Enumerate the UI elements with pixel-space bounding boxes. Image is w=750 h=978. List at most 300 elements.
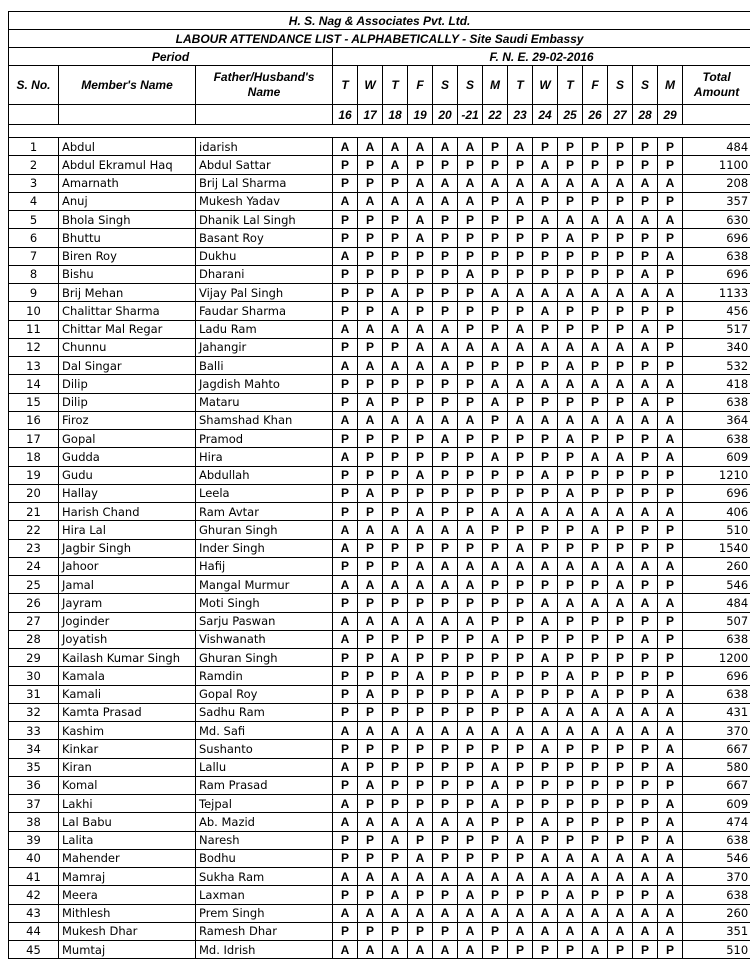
serial-number: 5	[9, 211, 59, 229]
attendance-mark: A	[358, 941, 383, 959]
attendance-mark: A	[408, 211, 433, 229]
attendance-mark: A	[558, 849, 583, 867]
serial-number: 11	[9, 320, 59, 338]
attendance-mark: P	[533, 776, 558, 794]
attendance-mark: P	[508, 357, 533, 375]
attendance-mark: P	[608, 247, 633, 265]
serial-number: 15	[9, 393, 59, 411]
attendance-mark: A	[533, 813, 558, 831]
attendance-mark: A	[333, 138, 358, 156]
attendance-mark: A	[608, 594, 633, 612]
attendance-mark: P	[583, 156, 608, 174]
total-amount: 638	[683, 393, 750, 411]
attendance-mark: A	[608, 557, 633, 575]
table-row	[9, 192, 750, 210]
attendance-mark: A	[433, 941, 458, 959]
attendance-mark: A	[658, 831, 683, 849]
attendance-mark: P	[583, 320, 608, 338]
attendance-mark: A	[533, 904, 558, 922]
attendance-mark: P	[358, 229, 383, 247]
attendance-mark: P	[433, 594, 458, 612]
total-amount: 1133	[683, 284, 750, 302]
attendance-mark: P	[358, 795, 383, 813]
attendance-mark: A	[458, 265, 483, 283]
attendance-mark: A	[458, 886, 483, 904]
attendance-mark: P	[458, 740, 483, 758]
attendance-mark: P	[458, 776, 483, 794]
attendance-mark: P	[458, 484, 483, 502]
attendance-mark: A	[483, 284, 508, 302]
member-name: Kashim	[59, 722, 196, 740]
attendance-mark: P	[358, 284, 383, 302]
attendance-mark: P	[633, 247, 658, 265]
father-name: Basant Roy	[196, 229, 333, 247]
member-name: Mumtaj	[59, 941, 196, 959]
attendance-mark: P	[558, 685, 583, 703]
total-amount: 340	[683, 338, 750, 356]
weekday-header: T	[508, 66, 533, 105]
attendance-mark: P	[408, 740, 433, 758]
attendance-mark: P	[408, 758, 433, 776]
attendance-mark: A	[658, 211, 683, 229]
serial-number: 6	[9, 229, 59, 247]
attendance-mark: P	[508, 612, 533, 630]
attendance-mark: P	[483, 192, 508, 210]
weekday-header: M	[483, 66, 508, 105]
attendance-mark: P	[558, 795, 583, 813]
attendance-mark: A	[408, 229, 433, 247]
attendance-mark: A	[558, 375, 583, 393]
date-header: 16	[333, 105, 358, 125]
table-row	[9, 411, 750, 429]
attendance-mark: P	[508, 229, 533, 247]
attendance-mark: A	[333, 411, 358, 429]
attendance-mark: P	[608, 156, 633, 174]
attendance-mark: P	[658, 138, 683, 156]
attendance-mark: P	[358, 630, 383, 648]
total-amount: 484	[683, 594, 750, 612]
table-row	[9, 448, 750, 466]
attendance-mark: P	[533, 430, 558, 448]
attendance-mark: A	[383, 138, 408, 156]
attendance-mark: P	[608, 831, 633, 849]
serial-number: 40	[9, 849, 59, 867]
attendance-mark: P	[433, 886, 458, 904]
attendance-mark: P	[383, 393, 408, 411]
attendance-mark: P	[433, 503, 458, 521]
father-name: Gopal Roy	[196, 685, 333, 703]
attendance-mark: A	[383, 156, 408, 174]
attendance-mark: A	[383, 192, 408, 210]
attendance-mark: P	[508, 667, 533, 685]
attendance-mark: P	[333, 886, 358, 904]
attendance-mark: P	[408, 265, 433, 283]
attendance-mark: P	[508, 813, 533, 831]
total-amount: 630	[683, 211, 750, 229]
attendance-mark: P	[408, 430, 433, 448]
attendance-mark: P	[458, 831, 483, 849]
attendance-mark: A	[383, 722, 408, 740]
attendance-mark: P	[433, 375, 458, 393]
attendance-mark: A	[333, 868, 358, 886]
attendance-mark: P	[408, 649, 433, 667]
attendance-mark: P	[508, 941, 533, 959]
attendance-mark: P	[458, 466, 483, 484]
attendance-mark: P	[433, 156, 458, 174]
attendance-mark: P	[533, 357, 558, 375]
attendance-mark: A	[408, 612, 433, 630]
attendance-mark: P	[433, 247, 458, 265]
attendance-mark: P	[583, 776, 608, 794]
attendance-mark: A	[508, 284, 533, 302]
attendance-mark: A	[608, 703, 633, 721]
serial-number: 14	[9, 375, 59, 393]
period-value: F. N. E. 29-02-2016	[333, 48, 750, 66]
total-amount: 696	[683, 265, 750, 283]
attendance-mark: P	[458, 302, 483, 320]
member-name: Lalita	[59, 831, 196, 849]
attendance-mark: A	[558, 211, 583, 229]
attendance-mark: P	[583, 612, 608, 630]
attendance-mark: A	[458, 922, 483, 940]
attendance-mark: P	[558, 302, 583, 320]
attendance-mark: P	[508, 393, 533, 411]
attendance-mark: A	[608, 411, 633, 429]
attendance-mark: P	[508, 466, 533, 484]
attendance-mark: A	[583, 849, 608, 867]
attendance-mark: P	[408, 594, 433, 612]
weekday-header: T	[558, 66, 583, 105]
attendance-mark: A	[658, 375, 683, 393]
father-name: Pramod	[196, 430, 333, 448]
attendance-mark: P	[358, 448, 383, 466]
attendance-mark: P	[333, 776, 358, 794]
attendance-mark: A	[508, 557, 533, 575]
serial-number: 35	[9, 758, 59, 776]
attendance-mark: A	[508, 922, 533, 940]
attendance-mark: A	[508, 904, 533, 922]
attendance-mark: P	[583, 758, 608, 776]
total-amount: 406	[683, 503, 750, 521]
attendance-mark: P	[408, 831, 433, 849]
attendance-mark: P	[333, 229, 358, 247]
attendance-mark: P	[433, 740, 458, 758]
father-name: Sadhu Ram	[196, 703, 333, 721]
attendance-mark: A	[358, 138, 383, 156]
attendance-mark: P	[333, 302, 358, 320]
attendance-mark: P	[358, 375, 383, 393]
serial-number: 37	[9, 795, 59, 813]
total-amount: 1210	[683, 466, 750, 484]
attendance-mark: P	[533, 576, 558, 594]
serial-number: 30	[9, 667, 59, 685]
attendance-mark: P	[358, 703, 383, 721]
attendance-mark: A	[333, 904, 358, 922]
attendance-mark: A	[458, 722, 483, 740]
member-name: Lakhi	[59, 795, 196, 813]
attendance-mark: P	[358, 831, 383, 849]
total-amount: 351	[683, 922, 750, 940]
table-row	[9, 393, 750, 411]
attendance-mark: P	[333, 375, 358, 393]
father-name: Mukesh Yadav	[196, 192, 333, 210]
attendance-mark: A	[433, 411, 458, 429]
attendance-mark: P	[458, 630, 483, 648]
attendance-mark: A	[633, 320, 658, 338]
attendance-mark: P	[508, 576, 533, 594]
attendance-mark: P	[583, 484, 608, 502]
serial-number: 24	[9, 557, 59, 575]
attendance-mark: A	[358, 320, 383, 338]
attendance-mark: P	[433, 466, 458, 484]
attendance-mark: A	[383, 886, 408, 904]
attendance-mark: P	[583, 831, 608, 849]
attendance-mark: P	[458, 795, 483, 813]
weekday-header: S	[608, 66, 633, 105]
attendance-mark: A	[658, 685, 683, 703]
attendance-mark: P	[633, 941, 658, 959]
serial-number: 36	[9, 776, 59, 794]
attendance-mark: A	[483, 393, 508, 411]
attendance-mark: P	[408, 375, 433, 393]
table-row	[9, 776, 750, 794]
table-row	[9, 941, 750, 959]
attendance-mark: P	[358, 430, 383, 448]
attendance-mark: P	[533, 393, 558, 411]
attendance-mark: A	[483, 375, 508, 393]
period-label: Period	[9, 48, 333, 66]
total-amount: 1100	[683, 156, 750, 174]
attendance-mark: P	[483, 594, 508, 612]
weekday-header: F	[408, 66, 433, 105]
attendance-mark: P	[533, 685, 558, 703]
total-amount: 418	[683, 375, 750, 393]
attendance-mark: A	[633, 211, 658, 229]
attendance-mark: A	[533, 922, 558, 940]
attendance-mark: A	[433, 138, 458, 156]
attendance-mark: A	[658, 594, 683, 612]
attendance-mark: A	[608, 375, 633, 393]
attendance-mark: P	[383, 630, 408, 648]
total-amount: 667	[683, 776, 750, 794]
attendance-mark: P	[608, 393, 633, 411]
attendance-mark: P	[358, 649, 383, 667]
attendance-mark: A	[633, 393, 658, 411]
attendance-mark: A	[333, 813, 358, 831]
attendance-mark: A	[633, 284, 658, 302]
member-name: Brij Mehan	[59, 284, 196, 302]
attendance-mark: P	[433, 649, 458, 667]
attendance-mark: P	[608, 685, 633, 703]
attendance-mark: A	[558, 667, 583, 685]
blank-cell	[196, 105, 333, 125]
attendance-mark: A	[483, 685, 508, 703]
attendance-mark: P	[658, 941, 683, 959]
attendance-mark: P	[383, 247, 408, 265]
table-row	[9, 904, 750, 922]
total-amount: 431	[683, 703, 750, 721]
attendance-mark: A	[533, 284, 558, 302]
table-row	[9, 466, 750, 484]
attendance-mark: A	[333, 357, 358, 375]
attendance-mark: A	[608, 338, 633, 356]
attendance-mark: P	[458, 247, 483, 265]
attendance-mark: P	[358, 922, 383, 940]
attendance-mark: A	[508, 338, 533, 356]
attendance-mark: P	[633, 813, 658, 831]
member-name: Kamta Prasad	[59, 703, 196, 721]
father-name: Tejpal	[196, 795, 333, 813]
attendance-mark: P	[433, 284, 458, 302]
attendance-mark: P	[333, 265, 358, 283]
attendance-mark: A	[408, 576, 433, 594]
attendance-mark: P	[508, 448, 533, 466]
attendance-mark: P	[408, 393, 433, 411]
attendance-mark: A	[633, 338, 658, 356]
attendance-mark: A	[633, 503, 658, 521]
attendance-mark: P	[383, 740, 408, 758]
attendance-mark: P	[658, 776, 683, 794]
member-name: Abdul	[59, 138, 196, 156]
attendance-mark: P	[433, 703, 458, 721]
attendance-mark: A	[358, 192, 383, 210]
member-name: Mahender	[59, 849, 196, 867]
blank-cell	[59, 105, 196, 125]
father-name: Vijay Pal Singh	[196, 284, 333, 302]
attendance-mark: A	[508, 375, 533, 393]
attendance-mark: P	[558, 630, 583, 648]
attendance-mark: P	[633, 576, 658, 594]
member-name: Bhuttu	[59, 229, 196, 247]
attendance-mark: P	[483, 649, 508, 667]
attendance-mark: P	[658, 612, 683, 630]
attendance-mark: P	[658, 393, 683, 411]
father-name: Hafij	[196, 557, 333, 575]
father-name: Brij Lal Sharma	[196, 174, 333, 192]
attendance-mark: P	[633, 138, 658, 156]
attendance-mark: A	[658, 922, 683, 940]
weekday-header: T	[383, 66, 408, 105]
attendance-mark: A	[533, 849, 558, 867]
serial-number: 17	[9, 430, 59, 448]
serial-number: 7	[9, 247, 59, 265]
date-header: 18	[383, 105, 408, 125]
attendance-mark: A	[433, 868, 458, 886]
serial-number: 43	[9, 904, 59, 922]
attendance-mark: P	[358, 539, 383, 557]
attendance-mark: P	[633, 667, 658, 685]
serial-number: 32	[9, 703, 59, 721]
attendance-mark: P	[583, 649, 608, 667]
attendance-mark: P	[458, 649, 483, 667]
member-name: Kamali	[59, 685, 196, 703]
attendance-mark: P	[408, 484, 433, 502]
father-name: Vishwanath	[196, 630, 333, 648]
attendance-mark: A	[358, 393, 383, 411]
attendance-mark: P	[508, 430, 533, 448]
father-name: Ladu Ram	[196, 320, 333, 338]
attendance-mark: P	[658, 192, 683, 210]
weekday-header: W	[358, 66, 383, 105]
attendance-mark: P	[383, 922, 408, 940]
attendance-mark: A	[583, 338, 608, 356]
attendance-mark: A	[633, 722, 658, 740]
attendance-mark: A	[558, 174, 583, 192]
attendance-mark: P	[633, 795, 658, 813]
attendance-mark: A	[383, 904, 408, 922]
attendance-mark: A	[533, 174, 558, 192]
attendance-mark: P	[633, 466, 658, 484]
serial-number: 41	[9, 868, 59, 886]
attendance-mark: P	[658, 576, 683, 594]
attendance-mark: A	[508, 174, 533, 192]
attendance-mark: P	[458, 156, 483, 174]
date-header: -21	[458, 105, 483, 125]
attendance-mark: A	[533, 722, 558, 740]
attendance-mark: A	[583, 594, 608, 612]
father-name: Balli	[196, 357, 333, 375]
attendance-mark: P	[608, 667, 633, 685]
date-header: 24	[533, 105, 558, 125]
attendance-mark: P	[408, 776, 433, 794]
member-name: Jamal	[59, 576, 196, 594]
attendance-mark: P	[383, 375, 408, 393]
total-amount: 510	[683, 521, 750, 539]
attendance-mark: A	[408, 557, 433, 575]
attendance-mark: A	[333, 521, 358, 539]
attendance-mark: P	[508, 156, 533, 174]
attendance-mark: P	[608, 630, 633, 648]
serial-number: 27	[9, 612, 59, 630]
attendance-mark: P	[558, 156, 583, 174]
attendance-mark: A	[358, 411, 383, 429]
member-name-header: Member's Name	[59, 66, 196, 105]
table-row	[9, 868, 750, 886]
attendance-mark: A	[383, 302, 408, 320]
date-header: 19	[408, 105, 433, 125]
attendance-mark: A	[358, 685, 383, 703]
serial-number: 4	[9, 192, 59, 210]
father-name: Abdullah	[196, 466, 333, 484]
attendance-mark: P	[358, 740, 383, 758]
serial-number: 10	[9, 302, 59, 320]
attendance-mark: P	[533, 758, 558, 776]
father-name: Mataru	[196, 393, 333, 411]
attendance-mark: A	[458, 411, 483, 429]
attendance-mark: P	[408, 703, 433, 721]
date-header: 22	[483, 105, 508, 125]
attendance-mark: P	[583, 430, 608, 448]
attendance-mark: A	[658, 868, 683, 886]
member-name: Hira Lal	[59, 521, 196, 539]
attendance-mark: A	[433, 722, 458, 740]
attendance-mark: P	[658, 667, 683, 685]
table-row	[9, 813, 750, 831]
father-name: Ram Prasad	[196, 776, 333, 794]
attendance-mark: P	[433, 795, 458, 813]
attendance-mark: P	[458, 229, 483, 247]
serial-number: 33	[9, 722, 59, 740]
weekday-header: W	[533, 66, 558, 105]
attendance-mark: P	[358, 557, 383, 575]
table-row	[9, 503, 750, 521]
total-amount: 638	[683, 886, 750, 904]
attendance-mark: A	[608, 868, 633, 886]
attendance-mark: A	[558, 922, 583, 940]
total-amount: 260	[683, 557, 750, 575]
serial-number: 1	[9, 138, 59, 156]
attendance-mark: P	[433, 265, 458, 283]
